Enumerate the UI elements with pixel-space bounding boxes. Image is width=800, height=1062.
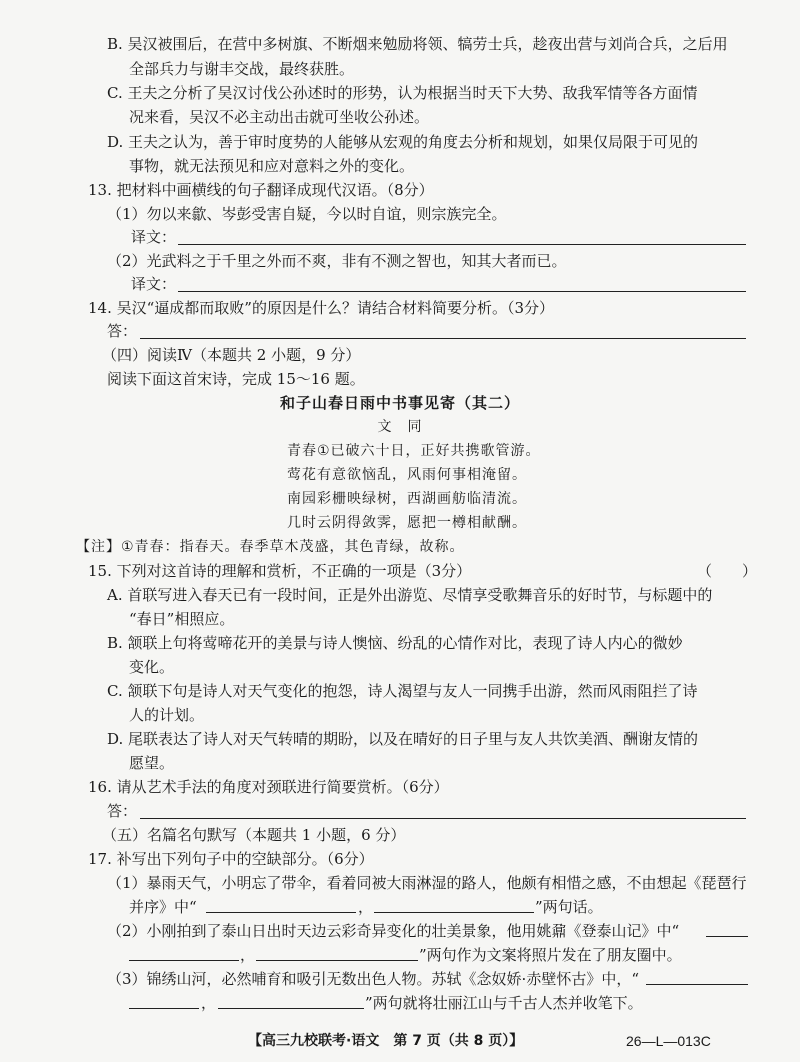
- q17-item-1-blank-2[interactable]: [374, 912, 534, 913]
- q16-stem: 16. 请从艺术手法的角度对颈联进行简要赏析。（6分）: [88, 778, 449, 796]
- q15-answer-parentheses[interactable]: （ ）: [697, 562, 758, 580]
- q14-stem: 14. 吴汉“逼成都而取败”的原因是什么？请结合材料简要分析。（3分）: [88, 299, 555, 317]
- q17-item-3-comma: ，: [201, 994, 217, 1012]
- q12-option-b-line1: B. 吴汉被围后，在营中多树旗、不断烟来勉励将领、犒劳士兵，趁夜出营与刘尚合兵，之后用: [107, 35, 728, 53]
- q17-item-2-blank-2[interactable]: [256, 960, 418, 961]
- q17-stem: 17. 补写出下列句子中的空缺部分。（6分）: [88, 850, 374, 868]
- q17-item-2-comma: ，: [240, 946, 256, 964]
- q15-option-a-line2: “春日”相照应。: [129, 610, 235, 628]
- section-5-heading: （五）名篇名句默写（本题共 1 小题，6 分）: [102, 826, 406, 844]
- q12-option-c-line1: C. 王夫之分析了吴汉讨伐公孙述时的形势，认为根据当时天下大势、敌我军情等各方面情: [107, 84, 698, 102]
- q13-answer-line-1[interactable]: [178, 244, 746, 245]
- q17-item-3-blank-1a[interactable]: [646, 984, 748, 985]
- poem-line-3: 南园彩栅映绿树，西湖画舫临清流。: [287, 491, 527, 507]
- q17-item-2-blank-1b[interactable]: [129, 960, 239, 961]
- q12-option-c-line2: 况来看，吴汉不必主动出击就可坐收公孙述。: [129, 108, 430, 126]
- q17-item-1-comma: ，: [358, 898, 374, 916]
- poem-author: 文 同: [377, 419, 423, 435]
- q12-option-d-line1: D. 王夫之认为，善于审时度势的人能够从宏观的角度去分析和规划，如果仅局限于可见的: [107, 133, 699, 151]
- q13-answer-line-2[interactable]: [178, 291, 746, 292]
- q15-option-d-line1: D. 尾联表达了诗人对天气转晴的期盼，以及在晴好的日子里与友人共饮美酒、酬谢友情的: [107, 730, 699, 748]
- poem-note: 【注】①青春：指春天。春季草木茂盛，其色青绿，故称。: [76, 539, 465, 555]
- q15-option-b-line1: B. 颔联上句将莺啼花开的美景与诗人懊恼、纷乱的心情作对比，表现了诗人内心的微妙: [107, 634, 683, 652]
- q14-answer-label: 答：: [107, 322, 138, 340]
- q17-item-1-line1: （1）暴雨天气，小明忘了带伞，看着同被大雨淋湿的路人，他颇有相惜之感，不由想起《琵琶行: [107, 874, 747, 892]
- q13-translation-label-2: 译文：: [131, 275, 177, 293]
- poem-title: 和子山春日雨中书事见寄（其二）: [279, 394, 520, 412]
- q17-item-1-prefix: 并序》中“: [129, 898, 197, 916]
- q14-answer-line[interactable]: [140, 338, 746, 339]
- q17-item-3-suffix: ”两句就将壮丽江山与千古人杰并收笔下。: [365, 994, 643, 1012]
- q15-stem: 15. 下列对这首诗的理解和赏析，不正确的一项是（3分）: [88, 562, 472, 580]
- q16-answer-label: 答：: [107, 802, 138, 820]
- q16-answer-line[interactable]: [140, 818, 746, 819]
- footer-code: 26—L—013C: [626, 1033, 711, 1049]
- q13-sentence-2: （2）光武料之于千里之外而不爽，非有不测之智也，知其大者而已。: [107, 252, 567, 270]
- q17-item-3-blank-2[interactable]: [218, 1008, 364, 1009]
- poem-line-4: 几时云阴得敛霁，愿把一樽相献酬。: [287, 515, 527, 531]
- q17-item-3-line1: （3）锦绣山河，必然哺育和吸引无数出色人物。苏轼《念奴娇·赤壁怀古》中，“: [107, 970, 639, 988]
- q15-option-a-line1: A. 首联写进入春天已有一段时间，正是外出游览、尽情享受歌舞音乐的好时节，与标题中的: [107, 586, 713, 604]
- q13-translation-label-1: 译文：: [131, 228, 177, 246]
- q12-option-d-line2: 事物，就无法预见和应对意料之外的变化。: [129, 157, 415, 175]
- q15-option-b-line2: 变化。: [129, 658, 175, 676]
- q17-item-2-line1: （2）小刚拍到了泰山日出时天边云彩奇异变化的壮美景象，他用姚鼐《登泰山记》中“: [107, 922, 680, 940]
- poem-line-1: 青春①已破六十日，正好共携歌管游。: [287, 443, 541, 459]
- q17-item-2-suffix: ”两句作为文案将照片发在了朋友圈中。: [419, 946, 682, 964]
- q17-item-1-suffix: ”两句话。: [535, 898, 603, 916]
- q17-item-1-blank-1[interactable]: [206, 912, 356, 913]
- q17-item-3-blank-1b[interactable]: [129, 1008, 199, 1009]
- q17-item-2-blank-1a[interactable]: [706, 936, 748, 937]
- footer-page-title: 【高三九校联考·语文 第 7 页（共 8 页）】: [248, 1033, 524, 1049]
- q13-stem: 13. 把材料中画横线的句子翻译成现代汉语。（8分）: [88, 181, 434, 199]
- q12-option-b-line2: 全部兵力与谢丰交战，最终获胜。: [129, 60, 355, 78]
- q15-option-c-line2: 人的计划。: [129, 706, 205, 724]
- poem-line-2: 莺花有意欲恼乱，风雨何事相淹留。: [287, 467, 527, 483]
- q15-option-d-line2: 愿望。: [129, 754, 175, 772]
- section-4-instruction: 阅读下面这首宋诗，完成 15～16 题。: [107, 370, 365, 388]
- section-4-heading: （四）阅读Ⅳ（本题共 2 小题，9 分）: [102, 346, 361, 364]
- q15-option-c-line1: C. 颔联下句是诗人对天气变化的抱怨，诗人渴望与友人一同携手出游，然而风雨阻拦了诗: [107, 682, 698, 700]
- q13-sentence-1: （1）勿以来歙、岑彭受害自疑，今以时自谊，则宗族完全。: [107, 205, 507, 223]
